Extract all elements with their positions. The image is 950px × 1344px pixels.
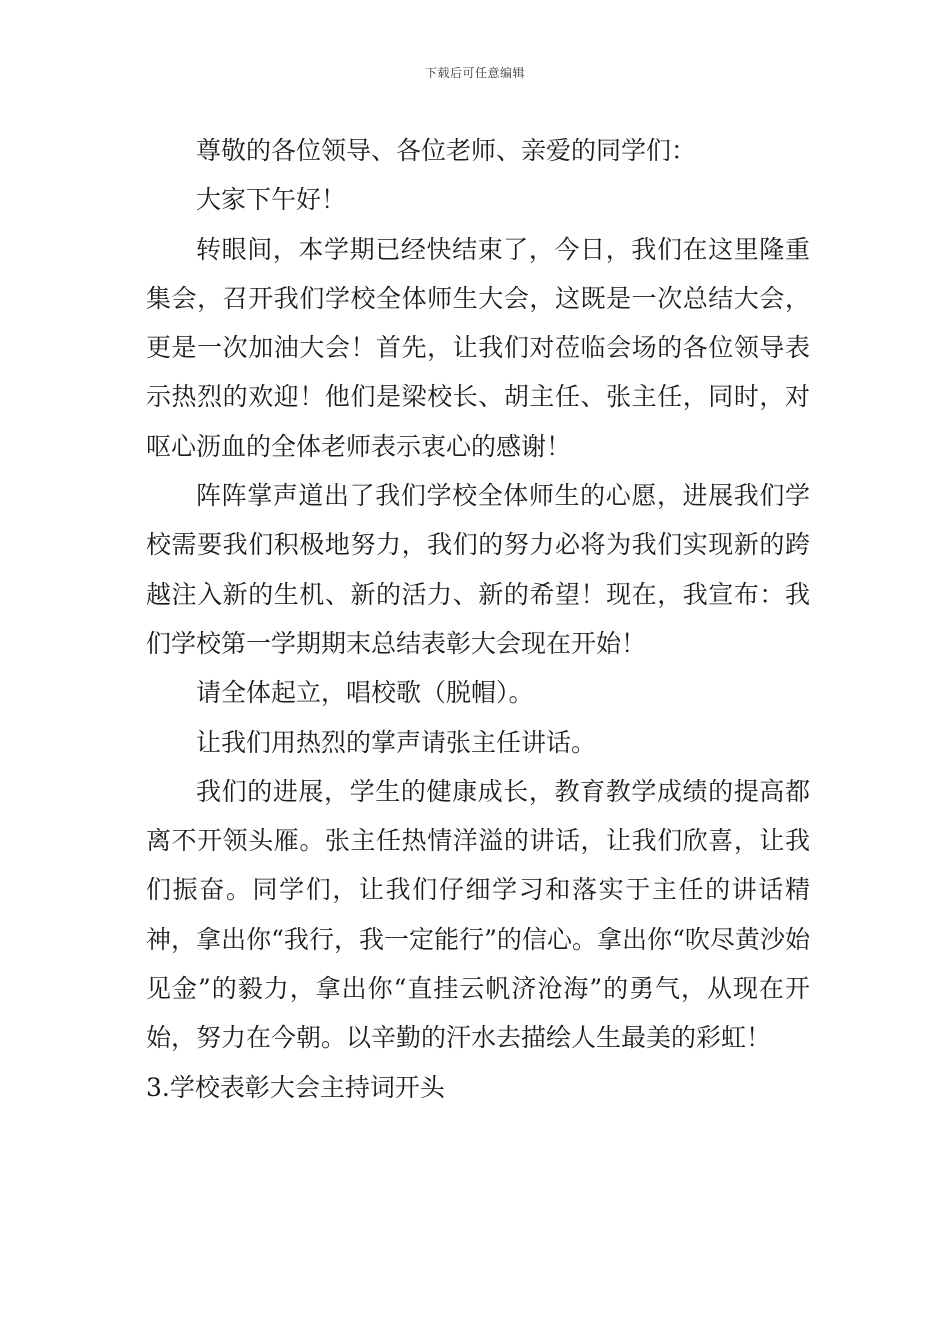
page-header-note: 下载后可任意编辑 bbox=[424, 66, 525, 80]
greeting-paragraph: 大家下午好！ bbox=[196, 185, 347, 215]
opening-paragraph: 转眼间，本学期已经快结束了，今日，我们在这里隆重集会，召开我们学校全体师生大会，这既是一次总结大会，更是一次加油大会！首先，让我们对莅临会场的各位领导表示热烈的欢迎！他们是梁校长、胡主任、张主任，同时，对呕心沥血的全体老师表示衷心的感谢！ bbox=[146, 234, 810, 461]
salutation-paragraph: 尊敬的各位领导、各位老师、亲爱的同学们： bbox=[196, 136, 697, 165]
closing-paragraph: 我们的进展，学生的健康成长，教育教学成绩的提高都离不开领头雁。张主任热情洋溢的讲话，让我们欣喜，让我们振奋。同学们，让我们仔细学习和落实于主任的讲话精神，拿出你“我行，我一定能行”的信心。拿出你“吹尽黄沙始见金”的毅力，拿出你“直挂云帆济沧海”的勇气，从现在开始，努力在今朝。以辛勤的汗水去描绘人生最美的彩虹！ bbox=[146, 776, 810, 1053]
speech-invite-paragraph: 让我们用热烈的掌声请张主任讲话。 bbox=[196, 727, 597, 757]
document-body bbox=[146, 126, 810, 1112]
anthem-paragraph: 请全体起立，唱校歌（脱帽）。 bbox=[196, 678, 534, 708]
section-heading: 3.学校表彰大会主持词开头 bbox=[146, 1072, 445, 1102]
announcement-paragraph: 阵阵掌声道出了我们学校全体师生的心愿，进展我们学校需要我们积极地努力，我们的努力必将为我们实现新的跨越注入新的生机、新的活力、新的希望！现在，我宣布：我们学校第一学期期末总结表彰大会现在开始！ bbox=[146, 481, 810, 658]
